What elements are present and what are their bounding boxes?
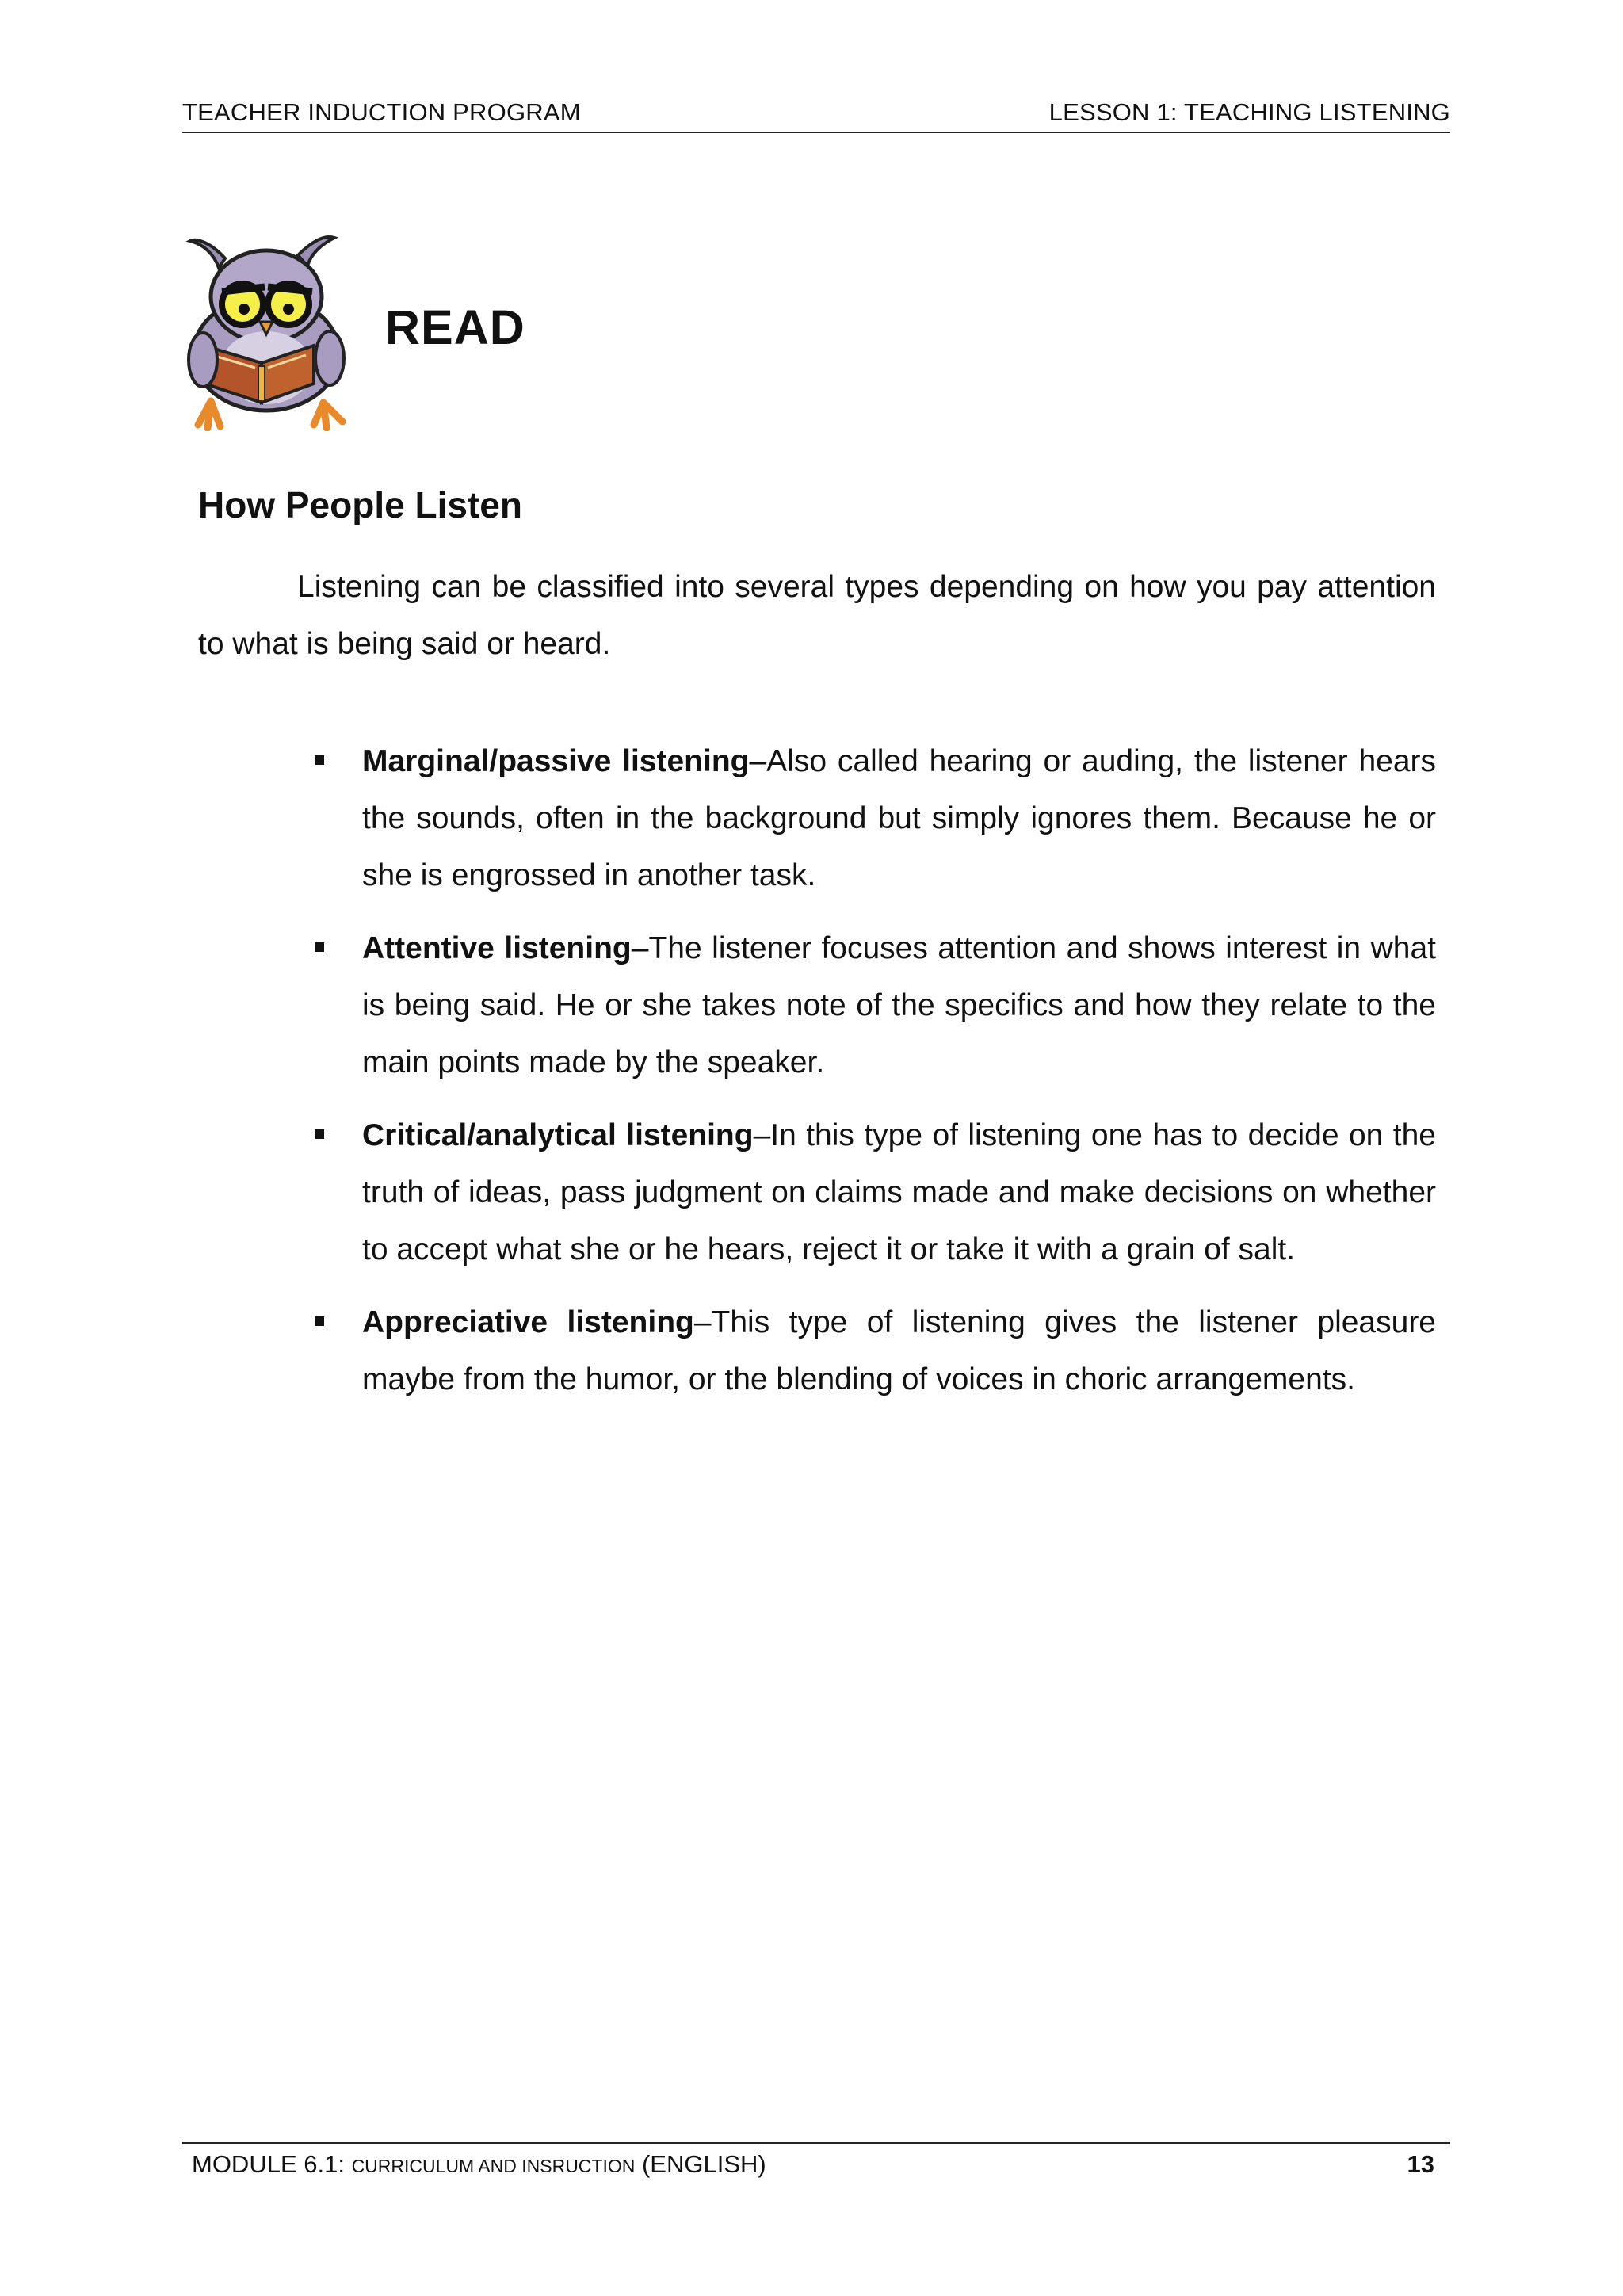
square-bullet-icon xyxy=(315,942,324,952)
list-item-term: Marginal/passive listening xyxy=(362,744,750,778)
page-header xyxy=(182,98,1450,133)
square-bullet-icon xyxy=(315,1129,324,1139)
header-lesson-title: LESSON 1: TEACHING LISTENING xyxy=(1048,98,1450,126)
owl-reading-book-icon xyxy=(179,227,371,431)
list-item xyxy=(198,920,1436,1091)
list-item-term: Appreciative listening xyxy=(362,1305,694,1339)
square-bullet-icon xyxy=(315,755,324,765)
list-item xyxy=(198,733,1436,904)
square-bullet-icon xyxy=(315,1316,324,1326)
list-item-text: –Also called hearing or auding, the listener hears the sounds, often in the background but simply ignores them. Because he or she is engrossed in another task. xyxy=(362,744,1436,892)
list-item-text: –The listener focuses attention and shows interest in what is being said. He or she takes note of the specifics and how they relate to the main points made by the speaker. xyxy=(362,931,1436,1079)
intro-paragraph: Listening can be classified into several types depending on how you pay attention to what is being said or heard. xyxy=(198,570,1436,661)
list-item-term: Attentive listening xyxy=(362,931,632,965)
listening-types-list xyxy=(198,733,1436,1424)
header-program-title: TEACHER INDUCTION PROGRAM xyxy=(182,98,581,126)
list-item-term: Critical/analytical listening xyxy=(362,1118,754,1152)
footer-course: CURRICULUM AND INSRUCTION xyxy=(351,2156,636,2176)
list-item xyxy=(198,1294,1436,1408)
list-item xyxy=(198,1107,1436,1278)
list-item-text: –In this type of listening one has to decide on the truth of ideas, pass judgment on claims made and make decisions on whether to accept what she or he hears, reject it or take it with a grain of salt. xyxy=(362,1118,1436,1266)
footer-module-title xyxy=(192,2150,766,2179)
list-item-text: –This type of listening gives the listener pleasure maybe from the humor, or the blending of voices in choric arrangements. xyxy=(362,1305,1436,1396)
footer-module: MODULE 6.1: xyxy=(192,2150,352,2178)
content-heading: How People Listen xyxy=(198,484,522,525)
section-title: READ xyxy=(385,300,525,354)
footer-subject: (ENGLISH) xyxy=(635,2150,766,2178)
page-footer xyxy=(182,2142,1450,2183)
page-number: 13 xyxy=(1407,2150,1434,2178)
